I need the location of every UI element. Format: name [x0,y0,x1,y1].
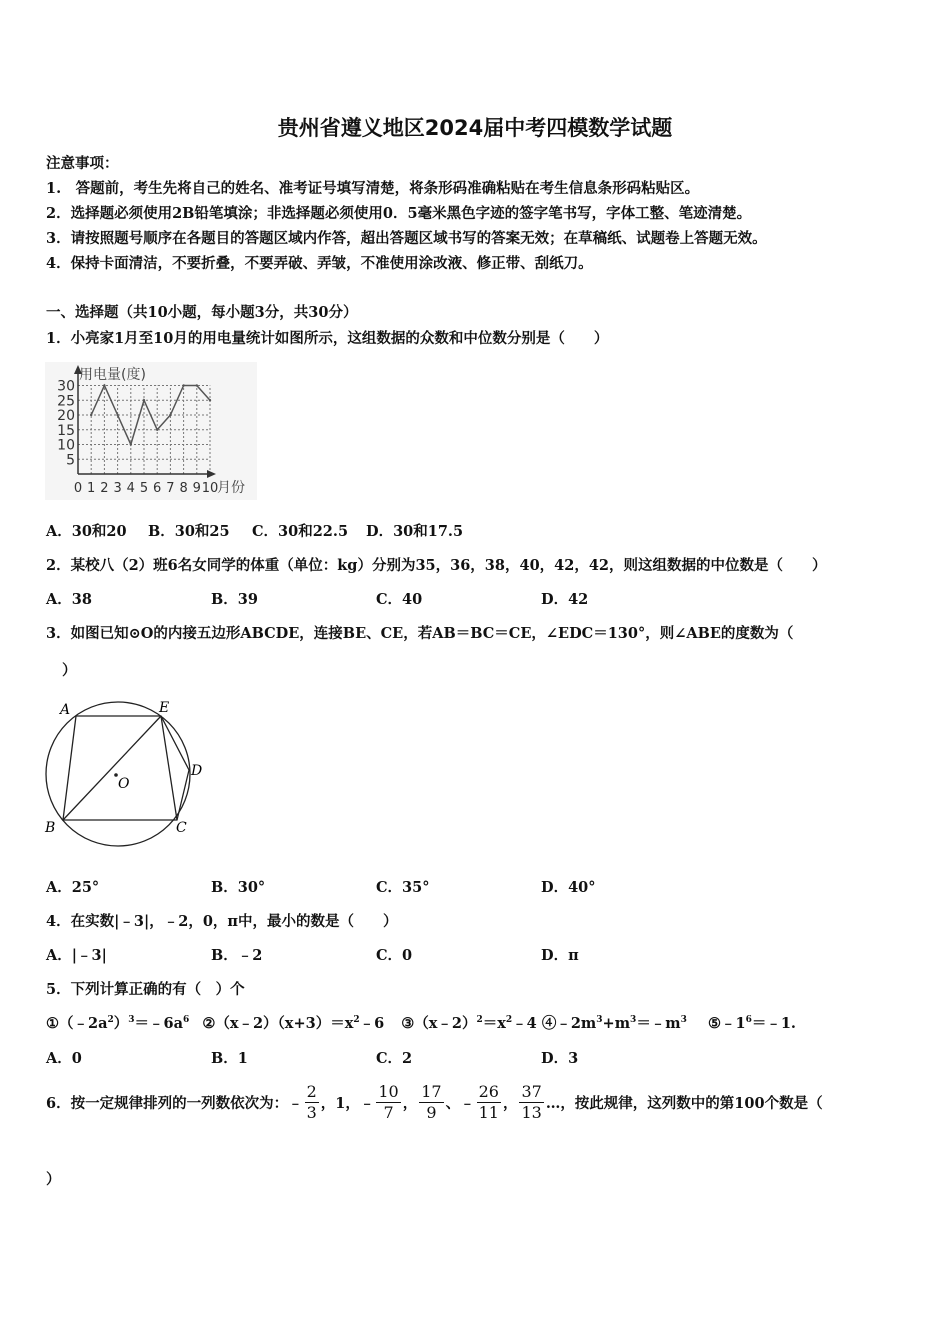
x-tick-label: 4 [126,481,135,496]
q5-option-c[interactable]: C．2 [376,1050,413,1067]
question-6-end: ） [46,1171,61,1188]
q4-option-b[interactable]: B．﹣2 [211,947,263,964]
label-e: E [159,700,170,716]
pentagon-abcde [63,716,189,820]
fraction: $\frac{17}{9}$ [421,1082,442,1122]
question-5: 5．下列计算正确的有（ ）个 [46,981,245,998]
q2-option-d[interactable]: D．42 [541,591,589,608]
q5-option-d[interactable]: D．3 [541,1050,579,1067]
expr-5: $⑤﹣1^6=﹣1$. [707,1015,796,1032]
data-point [182,384,184,386]
x-tick-label: 3 [113,481,122,496]
q3-option-d[interactable]: D．40° [541,879,596,896]
question-1: 1．小亮家1月至10月的用电量统计如图所示，这组数据的众数和中位数分别是（ ） [46,330,609,347]
q1-option-b[interactable]: B．30和25 [148,523,230,540]
data-point [103,384,105,386]
y-axis-label: 用电量(度) [79,367,146,383]
label-d: D [191,763,203,779]
q5-expressions [46,1012,796,1033]
x-tick-label: 0 [73,481,83,496]
y-tick-label: 20 [57,408,75,424]
label-a: A [60,702,71,718]
q2-option-b[interactable]: B．39 [211,591,258,608]
page-title: 贵州省遵义地区2024届中考四模数学试题 [277,116,673,140]
x-tick-label: 8 [179,481,188,496]
data-point [116,414,118,416]
segment-be [63,716,161,820]
x-axis-label: 月份 [217,480,245,496]
fraction: $\frac{2}{3}$ [306,1082,317,1122]
q3-option-a[interactable]: A．25° [46,879,100,896]
y-tick-label: 30 [57,378,75,395]
x-tick-label: 1 [87,481,96,496]
y-tick-label: 25 [57,393,75,410]
fraction: $\frac{37}{13}$ [521,1082,542,1122]
data-point [143,399,145,401]
question-6: 6．按一定规律排列的一列数依次为：﹣ $\frac{2}{3}$ ，1，﹣ $\frac{10}{7}$ ， $\frac{17}{9}$ 、﹣ $\frac{26}{11}$ ， $\frac{37}{13}$ …，按此规律，这列数中的第100个数是（ [46,1082,823,1122]
expr-2: $②(x﹣2)(x+3)=x^2﹣6$ [202,1015,385,1032]
data-point [196,384,198,386]
x-tick-label: 5 [139,481,149,496]
x-tick-label: 10 [201,481,219,496]
data-point [90,414,92,416]
label-b: B [45,820,56,836]
x-tick-label: 6 [153,481,162,496]
label-o: O [118,776,130,792]
circle-o [46,702,190,846]
q4-option-d[interactable]: D．π [541,947,579,964]
question-4: 4．在实数|﹣3|，﹣2，0，π中，最小的数是（ ） [46,913,398,930]
expr-3: $③(x﹣2)^2=x^2﹣4$ [401,1015,537,1032]
question-3-end: ） [62,662,77,679]
expr-1: $①(﹣2a^2)^3=﹣6a^6$ [46,1015,190,1032]
q1-option-a[interactable]: A．30和20 [46,523,127,540]
x-tick-label: 2 [100,481,109,496]
data-point [169,414,171,416]
q5-option-a[interactable]: A．0 [46,1050,82,1067]
y-tick-label: 15 [57,422,75,439]
q1-option-c[interactable]: C．30和22.5 [252,523,349,540]
q3-option-c[interactable]: C．35° [376,879,430,896]
notice-item: 2．选择题必须使用2B铅笔填涂；非选择题必须使用0．5毫米黑色字迹的签字笔书写，字体工整、笔迹清楚。 [46,205,752,222]
x-tick-label: 7 [166,481,175,496]
pentagon-circle-figure [40,698,210,848]
section-heading: 一、选择题（共10小题，每小题3分，共30分） [46,304,358,321]
y-tick-label: 10 [57,437,75,454]
notice-item: 3．请按照题号顺序在各题目的答题区域内作答，超出答题区域书写的答案无效；在草稿纸、试题卷上答题无效。 [46,230,767,247]
expr-4: $④﹣2m^3+m^3=﹣m^3$ [541,1015,687,1032]
notice-item: 1. 答题前，考生先将自己的姓名、准考证号填写清楚，将条形码准确粘贴在考生信息条形码粘贴区。 [46,180,700,197]
q5-option-b[interactable]: B．1 [211,1050,248,1067]
notice-item: 4．保持卡面清洁，不要折叠，不要弄破、弄皱，不准使用涂改液、修正带、刮纸刀。 [46,255,593,272]
electricity-line-chart [45,362,257,500]
question-3: 3．如图已知⊙O的内接五边形ABCDE，连接BE、CE，若AB＝BC＝CE，∠EDC＝130°，则∠ABE的度数为（ [46,625,794,642]
data-point [156,429,158,431]
q2-option-a[interactable]: A．38 [46,591,92,608]
notice-heading: 注意事项： [46,155,119,172]
data-point [130,443,132,445]
x-tick-label: 9 [192,481,201,496]
data-point [209,399,211,401]
q3-option-b[interactable]: B．30° [211,879,266,896]
question-2: 2．某校八（2）班6名女同学的体重（单位：kg）分别为35，36，38，40，42，42，则这组数据的中位数是（ ） [46,557,827,574]
q4-option-a[interactable]: A．|﹣3| [46,947,107,964]
label-c: C [176,820,187,836]
fraction: $\frac{10}{7}$ [378,1082,399,1122]
q4-option-c[interactable]: C．0 [376,947,413,964]
fraction: $\frac{26}{11}$ [478,1082,499,1122]
q2-option-c[interactable]: C．40 [376,591,423,608]
y-tick-label: 5 [66,452,75,469]
q1-option-d[interactable]: D．30和17.5 [366,523,464,540]
